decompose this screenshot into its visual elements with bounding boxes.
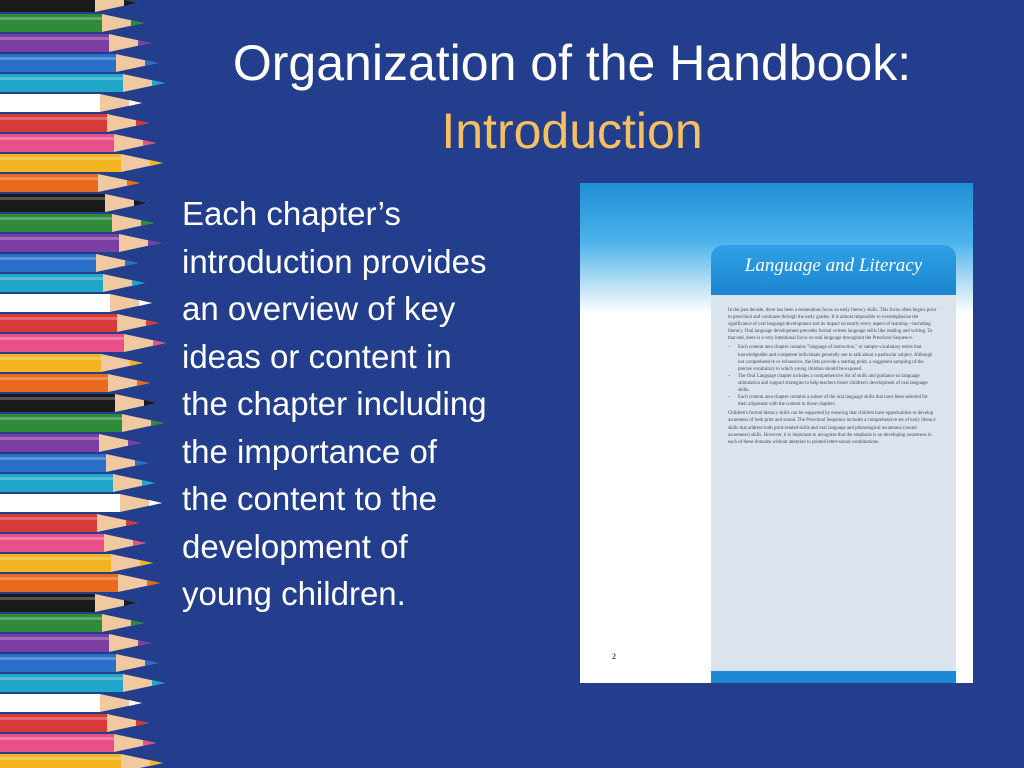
- pencil: [0, 574, 160, 592]
- intro-bullet: • The Oral Language chapter includes a comprehensive list of skills and guidance on language stimulation and support strategies to help teachers foster children's development of oral language skills.: [738, 373, 938, 394]
- pencil: [0, 554, 153, 572]
- pencil: [0, 754, 163, 768]
- body-line: the content to the: [182, 480, 438, 517]
- body-line: introduction provides: [182, 242, 487, 280]
- pencil: [0, 94, 142, 112]
- pencil: [0, 734, 156, 752]
- pencil: [0, 694, 142, 712]
- pencil: [0, 374, 150, 392]
- pencil: [0, 334, 166, 352]
- pencil: [0, 34, 151, 52]
- pencil: [0, 314, 159, 332]
- pencil: [0, 214, 154, 232]
- pencil: [0, 454, 148, 472]
- pencil: [0, 654, 158, 672]
- body-line: ideas or content in: [182, 337, 452, 375]
- pencil: [0, 614, 144, 632]
- pencil: [0, 594, 137, 612]
- intro-paragraph: Children's formal literacy skills can be supported by ensuring that children have opportunities to develop awareness of both print and sound. The Preschool Sequence includes a comprehensive set of early literacy skills that address both print-related skills and oral language and phonological awareness (sound awareness) skills. However, it is important to recognize that the emphasis is on developing awareness in each of these domains without attention to printed letter-sound combinations.: [728, 411, 936, 445]
- intro-bullet: • Each content area chapter contains "language of instruction," or sample vocabulary terms that knowledgeable and competent individuals generally use to talk about a particular subject. Although not comprehensive or exhaustive, the lists provide a starting point, a suggested sampling of the precise vocabulary to which young children should be exposed.: [738, 344, 938, 372]
- pencil: [0, 474, 155, 492]
- pencil: [0, 434, 141, 452]
- chapter-heading: Language and Literacy: [744, 255, 923, 276]
- pencil: [0, 274, 145, 292]
- intro-bullet: • Each content area chapter contains a subset of the oral language skills that have been selected for their alignment with the content in those chapters.: [738, 394, 938, 408]
- card-footer-bar: [711, 671, 956, 683]
- pencil: [0, 194, 147, 212]
- pencil: [0, 114, 149, 132]
- pencil: [0, 354, 143, 372]
- pencil: [0, 534, 146, 552]
- slide-body-text: [182, 190, 562, 618]
- body-line: the chapter including: [182, 385, 487, 422]
- pencil: [0, 254, 138, 272]
- body-line: an overview of key: [182, 290, 456, 327]
- intro-bullet-list: [728, 344, 938, 408]
- pencil: [0, 514, 139, 532]
- pencil: [0, 394, 157, 412]
- pencil: [0, 134, 156, 152]
- body-line: young children.: [182, 575, 406, 612]
- pencil: [0, 174, 140, 192]
- pencil: [0, 154, 163, 172]
- intro-paragraph: In the past decade, there has been a tremendous focus on early literacy skills. This focus often begins prior to preschool and continues through the early grades. It is almost impossible to overemphasize the significance of oral language development and its impact on nearly every aspect of learning—including literacy. Oral language development precedes formal written language skills like reading and writing. To that end, there is a very intentional focus on oral language throughout the Preschool Sequence.: [728, 308, 937, 342]
- slide-title: Organization of the Handbook:: [232, 35, 912, 91]
- body-line: the importance of: [182, 432, 437, 470]
- pencil: [0, 294, 152, 312]
- pencil: [0, 714, 149, 732]
- body-line: Each chapter’s: [182, 195, 401, 232]
- pencil: [0, 74, 165, 92]
- pencil: [0, 234, 161, 252]
- body-line: development of: [182, 527, 408, 565]
- pencil: [0, 54, 158, 72]
- pencil: [0, 634, 151, 652]
- pencil: [0, 0, 137, 12]
- chapter-intro-text: [728, 307, 938, 448]
- pencil: [0, 674, 165, 692]
- colored-pencils-decoration: [0, 0, 175, 768]
- page-number: 2: [612, 652, 616, 661]
- pencil: [0, 414, 164, 432]
- chapter-intro-card: [711, 245, 956, 683]
- pencil: [0, 494, 162, 512]
- handbook-page-image: [580, 183, 973, 683]
- pencil: [0, 14, 144, 32]
- slide-subtitle: Introduction: [441, 103, 703, 159]
